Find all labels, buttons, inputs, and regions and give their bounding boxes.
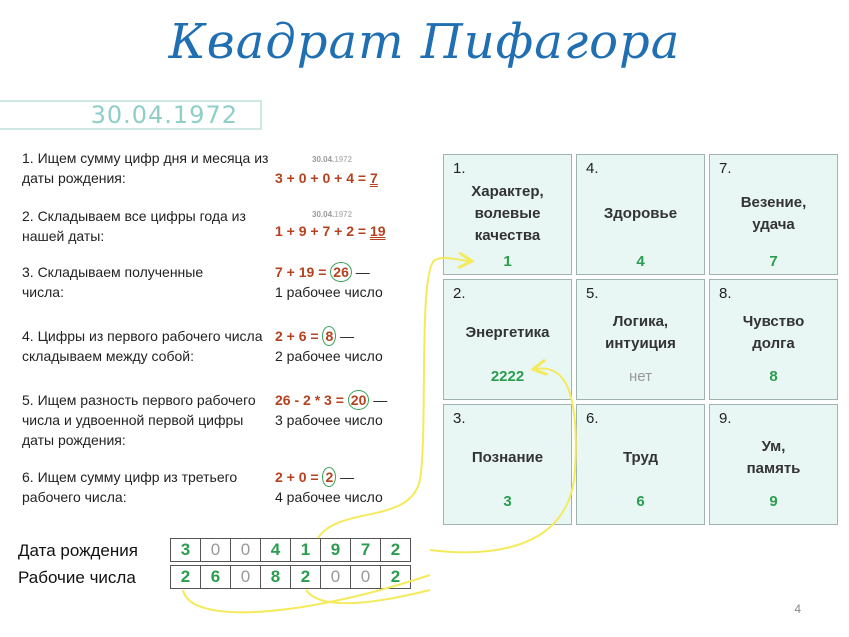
birth-digits bbox=[170, 538, 410, 562]
cell-health: 4. Здоровье 4 bbox=[576, 154, 705, 275]
cell-label: Везение, удача bbox=[740, 194, 807, 233]
digit-cell: 1 bbox=[290, 538, 321, 562]
step-6-calc: 2 + 0 = 2 — 4 рабочее число bbox=[275, 469, 383, 505]
cell-label: Чувство долга bbox=[742, 313, 805, 352]
cell-value: 9 bbox=[769, 493, 778, 510]
cell-luck: 7. Везение, удача 7 bbox=[709, 154, 838, 275]
cell-label: Познание bbox=[471, 449, 544, 466]
digit-cell: 0 bbox=[350, 565, 381, 589]
page-number: 4 bbox=[794, 602, 801, 616]
birth-row-label: Дата рождения bbox=[18, 541, 138, 560]
step-1-result: 7 bbox=[369, 170, 378, 186]
digit-cell: 0 bbox=[320, 565, 351, 589]
cell-character: 1. Характер, волевые качества 1 bbox=[443, 154, 572, 275]
digit-cell: 7 bbox=[350, 538, 381, 562]
step-6-result: 2 bbox=[322, 467, 336, 487]
digit-cell: 0 bbox=[200, 538, 231, 562]
cell-label: Ум, память bbox=[746, 438, 801, 477]
cell-labor: 6. Труд 6 bbox=[576, 404, 705, 525]
cell-value: 1 bbox=[503, 253, 512, 270]
step-4-result: 8 bbox=[322, 326, 336, 346]
digit-cell: 9 bbox=[320, 538, 351, 562]
step-5-calc: 26 - 2 * 3 = 20 — 3 рабочее число bbox=[275, 392, 388, 428]
step-4-calc: 2 + 6 = 8 — 2 рабочее число bbox=[275, 328, 383, 364]
cell-label: Логика, интуиция bbox=[605, 313, 676, 352]
cell-value: 8 bbox=[769, 368, 778, 385]
step-6-text: 6. Ищем сумму цифр из третьего рабочего числа: bbox=[22, 469, 238, 505]
digit-cell: 2 bbox=[290, 565, 321, 589]
cell-value: 7 bbox=[769, 253, 778, 270]
digit-cell: 6 bbox=[200, 565, 231, 589]
cell-duty: 8. Чувство долга 8 bbox=[709, 279, 838, 400]
step-1-text: 1. Ищем сумму цифр дня и месяца из даты рождения: bbox=[22, 150, 269, 186]
step-2-calc: 1 + 9 + 7 + 2 = 19 bbox=[275, 223, 386, 239]
page-title: Квадрат Пифагора bbox=[168, 14, 681, 70]
digit-cell: 0 bbox=[230, 538, 261, 562]
step-1-calc: 3 + 0 + 0 + 4 = 7 bbox=[275, 170, 378, 186]
step-5-result: 20 bbox=[348, 390, 370, 410]
step-3-result: 26 bbox=[330, 262, 352, 282]
cell-value: 4 bbox=[636, 253, 645, 270]
cell-value: 3 bbox=[503, 493, 512, 510]
cell-knowledge: 3. Познание 3 bbox=[443, 404, 572, 525]
cell-label: Энергетика bbox=[465, 324, 550, 341]
step-3-text: 3. Складываем полученные числа: bbox=[22, 264, 204, 300]
cell-mind: 9. Ум, память 9 bbox=[709, 404, 838, 525]
digit-cell: 4 bbox=[260, 538, 291, 562]
step-2-hint: 30.04.1972 bbox=[312, 210, 353, 219]
cell-label: Труд bbox=[622, 449, 659, 466]
step-5-text: 5. Ищем разность первого рабочего числа и удвоенной первой цифры даты рождения: bbox=[22, 392, 256, 448]
cell-value: нет bbox=[629, 368, 652, 385]
birth-date: 30.04.1972 bbox=[0, 100, 262, 130]
digit-cell: 3 bbox=[170, 538, 201, 562]
cell-value: 6 bbox=[636, 493, 645, 510]
cell-label: Характер, волевые качества bbox=[471, 183, 544, 244]
digit-cell: 2 bbox=[380, 538, 411, 562]
step-3-calc: 7 + 19 = 26 — 1 рабочее число bbox=[275, 264, 383, 300]
pythagoras-square bbox=[443, 154, 838, 525]
digit-cell: 0 bbox=[230, 565, 261, 589]
cell-value: 2222 bbox=[490, 368, 525, 385]
cell-energy: 2. Энергетика 2222 bbox=[443, 279, 572, 400]
digit-cell: 2 bbox=[380, 565, 411, 589]
digit-cell: 2 bbox=[170, 565, 201, 589]
step-1-hint: 30.04.1972 bbox=[312, 155, 353, 164]
cell-label: Здоровье bbox=[603, 205, 678, 222]
step-4-text: 4. Цифры из первого рабочего числа складываем между собой: bbox=[22, 328, 263, 364]
step-2-result: 19 bbox=[369, 223, 386, 239]
step-2-text: 2. Складываем все цифры года из нашей даты: bbox=[22, 208, 246, 244]
digit-cell: 8 bbox=[260, 565, 291, 589]
arrow-row-link-2 bbox=[306, 590, 430, 603]
work-digits bbox=[170, 565, 410, 589]
cell-logic: 5. Логика, интуиция нет bbox=[576, 279, 705, 400]
work-row-label: Рабочие числа bbox=[18, 568, 136, 587]
